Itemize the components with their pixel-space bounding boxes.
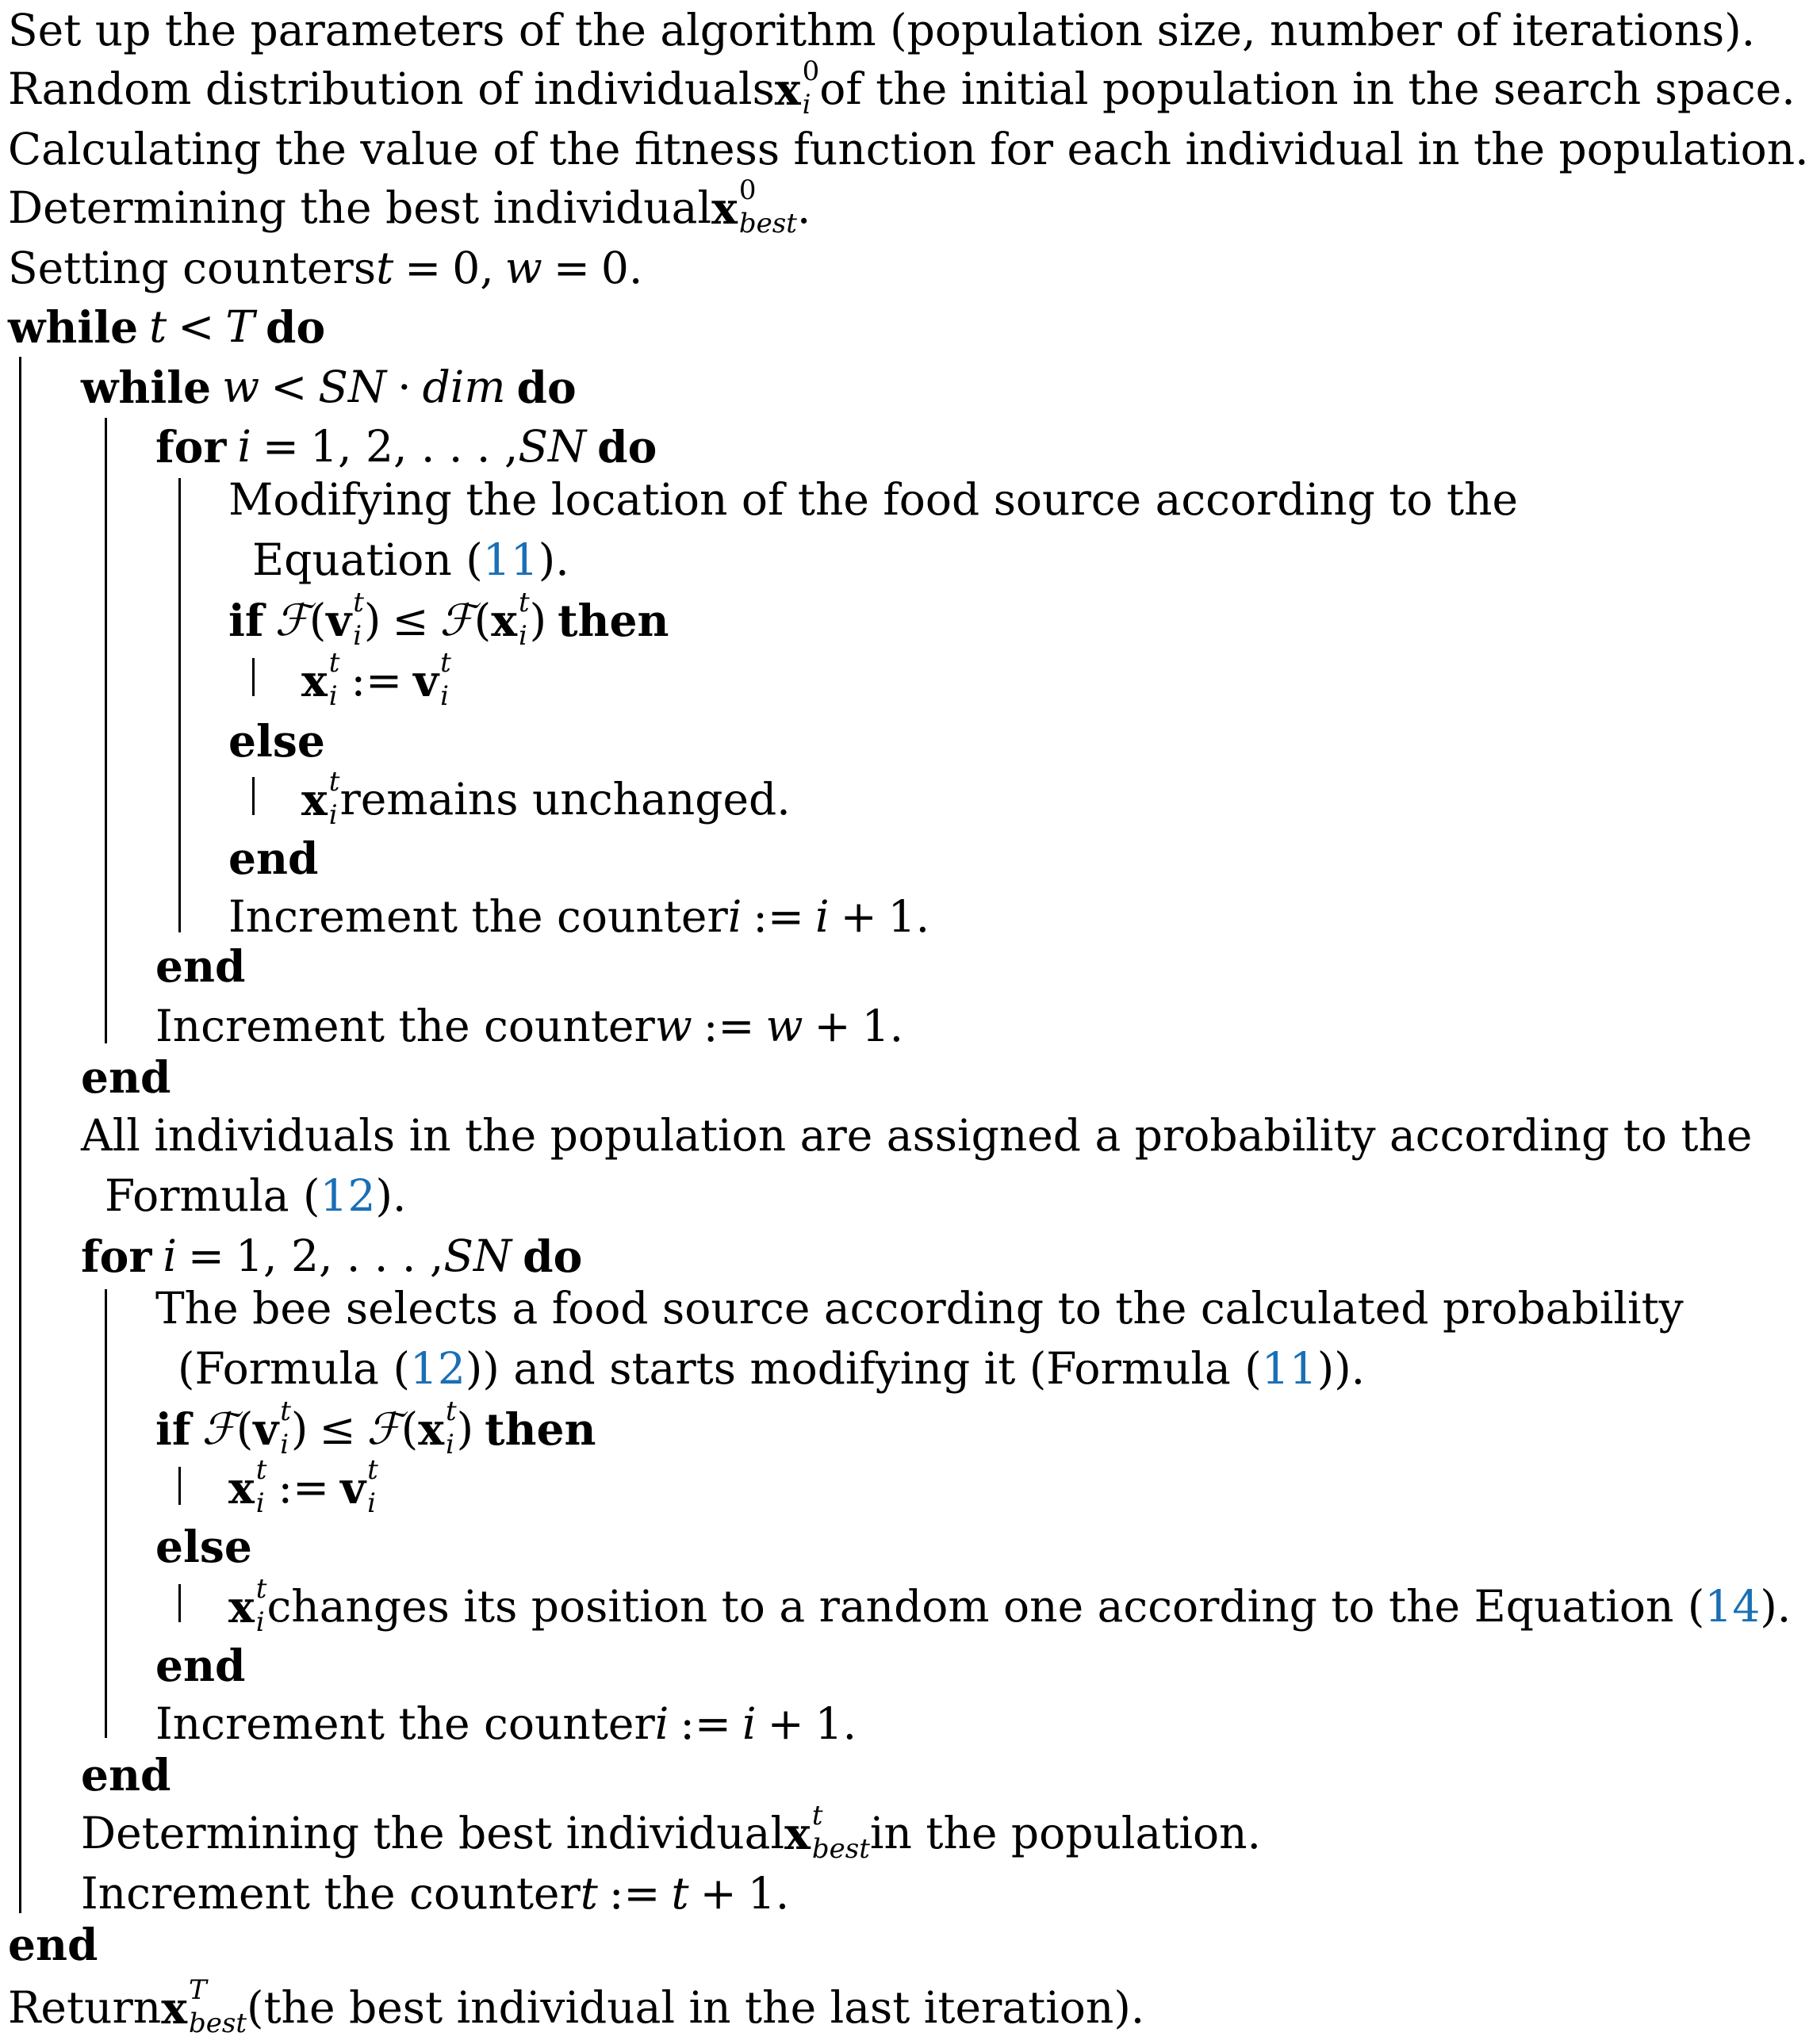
math-w: w xyxy=(222,361,260,412)
period: . xyxy=(842,1698,857,1749)
math-op: + xyxy=(699,1867,737,1919)
math-scripts: t i xyxy=(446,1395,457,1460)
keyword-for: for xyxy=(155,420,227,473)
math-scripts: 0 best xyxy=(738,174,797,239)
math-i: i xyxy=(742,1698,757,1749)
scope-bar-if-1 xyxy=(252,658,255,696)
ref-link[interactable]: 12 xyxy=(320,1169,376,1221)
math-SN: SN xyxy=(518,420,587,472)
math-scripts: t i xyxy=(255,1572,267,1638)
paren: ) xyxy=(290,1403,309,1454)
math-scripts: t best xyxy=(811,1799,870,1865)
period: . xyxy=(915,890,930,942)
math-w: w xyxy=(765,1000,803,1051)
algo-line-end-while-w xyxy=(81,1047,171,1107)
paren: ) xyxy=(456,1403,474,1454)
keyword-end: end xyxy=(81,1748,171,1801)
line-text: )). xyxy=(1317,1342,1366,1394)
keyword-then: then xyxy=(558,594,669,646)
scope-bar-else-2 xyxy=(178,1584,181,1622)
keyword-end: end xyxy=(155,940,246,992)
line-text: ). xyxy=(375,1169,407,1221)
algo-line-while-w xyxy=(81,357,577,417)
scope-bar-for-1 xyxy=(178,478,181,932)
line-text: ). xyxy=(1760,1580,1792,1632)
scope-bar-while-w xyxy=(105,418,107,1043)
math-op: + xyxy=(840,890,877,942)
math-x: x xyxy=(228,1580,255,1633)
algo-line-18b xyxy=(105,1166,406,1226)
math-SN: SN xyxy=(443,1230,512,1281)
algo-line-end-for-2 xyxy=(81,1744,171,1805)
ref-link[interactable]: 14 xyxy=(1704,1580,1761,1632)
math-op: = xyxy=(262,420,300,472)
line-text: Set up the parameters of the algorithm (population size, number of iterations). xyxy=(8,4,1756,56)
math-scripts: t i xyxy=(328,646,340,712)
algo-line-inc-i-2 xyxy=(155,1694,857,1754)
paren: ) xyxy=(363,594,381,645)
math-dim: dim xyxy=(422,361,506,412)
keyword-if: if xyxy=(228,594,264,646)
line-text: Return xyxy=(8,1981,162,2033)
math-t: t xyxy=(376,242,394,293)
algo-line-1 xyxy=(8,0,1755,60)
math-op: < xyxy=(178,300,215,352)
math-op: := xyxy=(278,1461,330,1513)
math-v: v xyxy=(326,594,352,646)
keyword-end: end xyxy=(228,832,319,884)
algo-line-for-2 xyxy=(81,1226,582,1286)
algo-line-inc-t xyxy=(81,1863,789,1923)
math-i: i xyxy=(727,890,742,942)
math-i: i xyxy=(814,890,830,942)
math-num: 1 xyxy=(747,1867,776,1919)
algo-line-unchanged xyxy=(301,765,791,831)
line-text: Formula ( xyxy=(105,1169,320,1221)
keyword-do: do xyxy=(597,420,657,473)
math-num: 1 xyxy=(861,1000,890,1051)
math-op: = xyxy=(553,242,590,293)
math-op: < xyxy=(270,361,308,412)
line-text: (Formula ( xyxy=(178,1342,410,1394)
math-t: t xyxy=(580,1867,598,1919)
period: . xyxy=(889,1000,904,1051)
math-scripts: t i xyxy=(328,765,340,831)
keyword-while: while xyxy=(8,300,139,353)
math-op: := xyxy=(680,1698,731,1749)
scope-bar-else-1 xyxy=(252,777,255,815)
math-x: x xyxy=(774,63,801,115)
math-i: i xyxy=(237,420,251,472)
algo-line-if-2 xyxy=(155,1395,596,1460)
period: . xyxy=(628,242,643,293)
keyword-do: do xyxy=(266,300,326,353)
line-text: The bee selects a food source according to the calculated probability xyxy=(155,1282,1684,1334)
line-text: Increment the counter xyxy=(155,1000,655,1051)
algo-line-20a xyxy=(155,1278,1684,1338)
algo-line-end-if-2 xyxy=(155,1635,245,1695)
algo-line-inc-w xyxy=(155,996,903,1056)
math-x: x xyxy=(418,1403,444,1455)
math-seq: 1, 2, . . . , xyxy=(236,1230,444,1281)
algo-line-inc-i-1 xyxy=(228,886,929,947)
line-text: Increment the counter xyxy=(228,890,728,942)
math-w: w xyxy=(654,1000,692,1051)
math-scripts: t i xyxy=(440,646,451,712)
math-num: 0 xyxy=(452,242,481,293)
keyword-if: if xyxy=(155,1403,191,1455)
math-op: = xyxy=(404,242,442,293)
math-x: x xyxy=(301,654,328,706)
algo-line-return xyxy=(8,1973,1145,2039)
period: . xyxy=(775,1867,790,1919)
line-text: Random distribution of individuals xyxy=(8,63,775,114)
algo-line-best-t xyxy=(81,1799,1261,1865)
algo-line-9a xyxy=(228,469,1518,530)
line-text: )) and starts modifying it (Formula ( xyxy=(465,1342,1262,1394)
keyword-for: for xyxy=(81,1230,152,1282)
line-text: Increment the counter xyxy=(155,1698,655,1749)
line-text: in the population. xyxy=(869,1807,1261,1858)
keyword-then: then xyxy=(485,1403,596,1455)
math-F: ℱ xyxy=(274,594,309,645)
algo-line-while-t xyxy=(8,297,325,357)
math-x: x xyxy=(784,1807,811,1859)
line-text: remains unchanged. xyxy=(339,773,791,825)
paren: ( xyxy=(473,594,492,645)
algo-line-9b xyxy=(252,530,569,590)
algo-line-4 xyxy=(8,174,811,239)
algo-line-end-if-1 xyxy=(228,828,318,888)
ref-link[interactable]: 11 xyxy=(482,534,538,585)
math-scripts: 0 i xyxy=(802,55,820,121)
math-i: i xyxy=(163,1230,177,1281)
math-op: · xyxy=(397,361,412,412)
math-num: 1 xyxy=(814,1698,843,1749)
algo-line-for-1 xyxy=(155,416,657,477)
paren: ( xyxy=(236,1403,254,1454)
period: . xyxy=(796,182,811,233)
math-scripts: t i xyxy=(519,586,530,652)
math-v: v xyxy=(340,1461,366,1514)
math-v: v xyxy=(413,654,439,706)
math-x: x xyxy=(491,594,517,646)
algo-line-random-position xyxy=(228,1572,1792,1638)
algo-line-else-2 xyxy=(155,1516,252,1576)
paren: ( xyxy=(401,1403,419,1454)
math-SN: SN xyxy=(318,361,387,412)
ref-link[interactable]: 12 xyxy=(409,1342,466,1394)
line-text: Modifying the location of the food source according to the xyxy=(228,473,1519,525)
math-x: x xyxy=(301,773,328,825)
line-text: ). xyxy=(538,534,569,585)
math-scripts: T best xyxy=(189,1973,247,2039)
line-text: Determining the best individual xyxy=(81,1807,785,1858)
math-T: T xyxy=(225,300,255,352)
line-text: changes its position to a random one according to the Equation ( xyxy=(266,1580,1705,1632)
scope-bar-if-2 xyxy=(178,1467,181,1505)
math-op: + xyxy=(767,1698,804,1749)
math-num: 1 xyxy=(887,890,916,942)
algo-line-end-for-1 xyxy=(155,936,245,996)
math-op: ≤ xyxy=(392,594,429,645)
algo-line-end-while-t xyxy=(8,1914,98,1974)
math-F: ℱ xyxy=(201,1403,236,1454)
math-i: i xyxy=(654,1698,669,1749)
keyword-end: end xyxy=(81,1051,171,1103)
math-op: := xyxy=(703,1000,755,1051)
algo-line-20b xyxy=(178,1338,1365,1399)
keyword-else: else xyxy=(155,1520,252,1572)
math-op: := xyxy=(608,1867,661,1919)
math-op: = xyxy=(187,1230,225,1281)
math-F: ℱ xyxy=(439,594,474,645)
math-op: ≤ xyxy=(319,1403,356,1454)
line-text: All individuals in the population are assigned a probability according to the xyxy=(81,1109,1753,1161)
math-t: t xyxy=(149,300,167,352)
math-scripts: t i xyxy=(280,1395,291,1460)
math-F: ℱ xyxy=(366,1403,401,1454)
math-scripts: t i xyxy=(255,1453,267,1519)
line-text: Equation ( xyxy=(252,534,483,585)
keyword-end: end xyxy=(8,1918,98,1970)
algo-line-assign-2 xyxy=(228,1453,378,1519)
algo-line-5 xyxy=(8,238,642,298)
paren: ) xyxy=(529,594,547,645)
math-seq: 1, 2, . . . , xyxy=(310,420,519,472)
math-w: w xyxy=(504,242,542,293)
algo-line-2 xyxy=(8,55,1796,121)
scope-bar-while-t xyxy=(19,357,21,1913)
keyword-do: do xyxy=(523,1230,583,1282)
algo-line-if-1 xyxy=(228,586,669,652)
algo-line-3 xyxy=(8,119,1809,179)
algo-line-18a xyxy=(81,1105,1752,1166)
math-scripts: t i xyxy=(367,1453,378,1519)
algo-line-assign-1 xyxy=(301,646,451,712)
math-op: := xyxy=(351,654,403,706)
math-t: t xyxy=(671,1867,689,1919)
line-text: Setting counters xyxy=(8,242,377,293)
math-scripts: t i xyxy=(353,586,364,652)
math-x: x xyxy=(228,1461,255,1514)
keyword-end: end xyxy=(155,1639,246,1691)
math-x: x xyxy=(711,182,738,234)
line-text: Increment the counter xyxy=(81,1867,581,1919)
line-text: (the best individual in the last iteration). xyxy=(247,1981,1145,2033)
math-op: := xyxy=(753,890,804,942)
keyword-else: else xyxy=(228,714,325,767)
keyword-while: while xyxy=(81,361,212,413)
math-num: 0 xyxy=(600,242,629,293)
math-x: x xyxy=(161,1981,187,2034)
scope-bar-for-2 xyxy=(105,1289,107,1738)
line-text: of the initial population in the search space. xyxy=(819,63,1796,114)
math-op: + xyxy=(814,1000,851,1051)
math-v: v xyxy=(253,1403,279,1455)
line-text: Calculating the value of the fitness function for each individual in the population. xyxy=(8,123,1809,174)
comma: , xyxy=(480,242,494,293)
algo-line-else-1 xyxy=(228,710,325,771)
ref-link[interactable]: 11 xyxy=(1261,1342,1317,1394)
keyword-do: do xyxy=(516,361,577,413)
line-text: Determining the best individual xyxy=(8,182,712,233)
paren: ( xyxy=(309,594,327,645)
